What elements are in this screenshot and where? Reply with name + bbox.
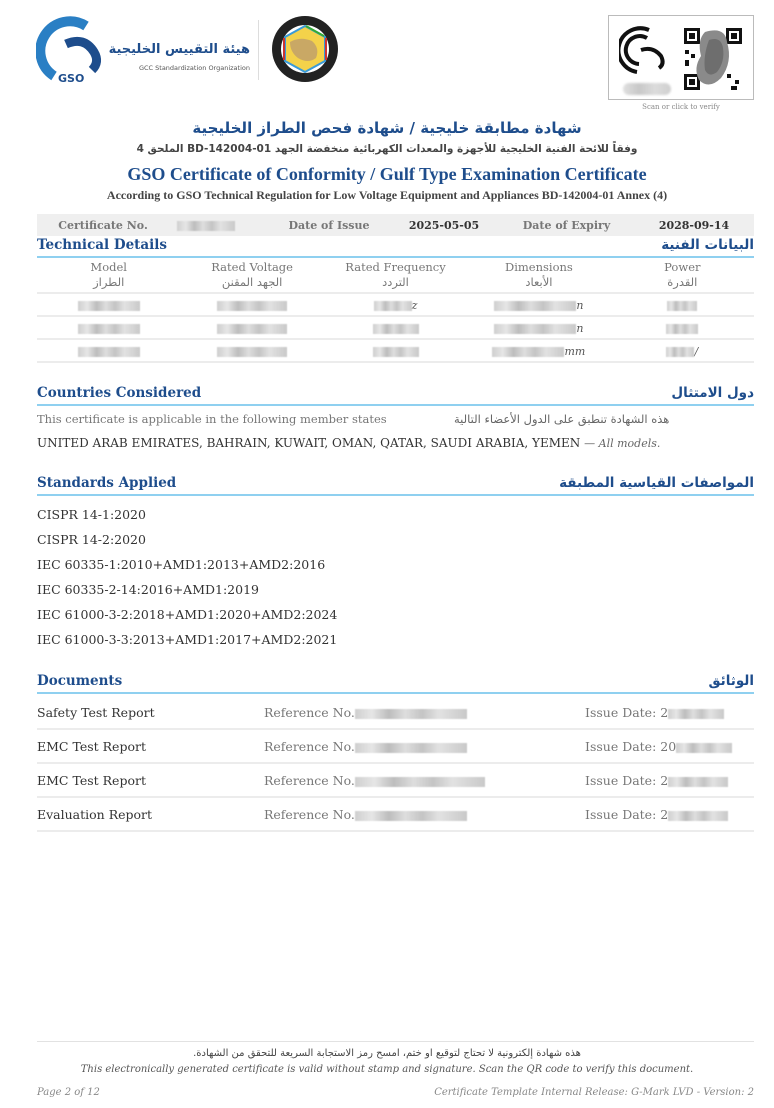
document-row [37, 730, 754, 764]
table-header-row [37, 260, 754, 294]
column-header-label: Power [664, 260, 701, 274]
document-row [37, 696, 754, 730]
dimensions-cell [467, 344, 610, 358]
document-issue-date [585, 705, 724, 720]
model-cell [37, 298, 180, 312]
standard-item: IEC 61000-3-3:2013+AMD1:2017+AMD2:2021 [37, 632, 338, 647]
certificate-number-value [169, 219, 269, 232]
title-arabic: شهادة مطابقة خليجية / شهادة فحص الطراز الخليجية [192, 119, 582, 137]
document-name: Safety Test Report [37, 705, 155, 720]
voltage-cell [180, 344, 323, 358]
expiry-date-value: 2028-09-14 [658, 218, 730, 232]
issue-date-label: Issue Date: [585, 705, 657, 720]
document-reference [264, 705, 467, 720]
countries-title: Countries Considered [37, 385, 202, 401]
power-cell [611, 344, 754, 358]
certificate-header [0, 0, 774, 115]
frequency-unit: z [411, 298, 418, 312]
power-unit: / [694, 344, 699, 358]
org-name-arabic: هيئة التقييس الخليجية [108, 42, 250, 57]
table-row [37, 294, 754, 317]
document-name: Evaluation Report [37, 807, 153, 822]
document-reference [264, 773, 485, 788]
technical-details-title: Technical Details [37, 237, 167, 253]
documents-heading [37, 672, 754, 694]
gso-mark-icon [619, 24, 671, 84]
issue-date-prefix: 2 [660, 773, 669, 788]
footer-divider [37, 1041, 754, 1042]
gcc-emblem-icon [270, 14, 340, 84]
footer-note-english: This electronically generated certificate is valid without stamp and signature. Scan the QR code to verify this document. [80, 1064, 694, 1075]
column-header-power [611, 260, 754, 292]
dimensions-cell [467, 298, 610, 312]
standard-item: CISPR 14-2:2020 [37, 532, 146, 547]
standard-item: IEC 60335-2-14:2016+AMD1:2019 [37, 582, 259, 597]
member-states: UNITED ARAB EMIRATES, BAHRAIN, KUWAIT, OMAN, QATAR, SAUDI ARABIA, YEMEN [37, 436, 581, 450]
document-issue-date [585, 739, 732, 754]
frequency-cell [324, 344, 467, 358]
power-cell [611, 321, 754, 335]
document-name: EMC Test Report [37, 739, 146, 754]
org-name-english: GCC Standardization Organization [138, 64, 250, 72]
table-row [37, 340, 754, 363]
standard-item: IEC 61000-3-2:2018+AMD1:2020+AMD2:2024 [37, 607, 338, 622]
standard-item: CISPR 14-1:2020 [37, 507, 146, 522]
issue-date-prefix: 20 [660, 739, 677, 754]
column-header-label: Model [90, 260, 127, 274]
column-header-label: Rated Frequency [345, 260, 446, 274]
documents-title-arabic: الوثائق [708, 673, 754, 689]
column-header-label: Rated Voltage [211, 260, 293, 274]
document-issue-date [585, 773, 728, 788]
expiry-date-label: Date of Expiry [522, 218, 611, 232]
document-row [37, 798, 754, 832]
documents-table [37, 696, 754, 832]
redacted-label [623, 83, 671, 95]
countries-scope: — All models. [584, 437, 661, 450]
issue-date-label: Issue Date: [585, 739, 657, 754]
countries-intro-arabic: هذه الشهادة تنطبق على الدول الأعضاء التالية [454, 412, 670, 426]
reference-label: Reference No. [264, 739, 355, 754]
issue-date-label: Date of Issue [288, 218, 370, 232]
gso-logo-icon [36, 14, 106, 84]
subtitle-english: According to GSO Technical Regulation for Low Voltage Equipment and Appliances BD-142004-01 Annex (4) [106, 188, 668, 202]
standard-item: IEC 60335-1:2010+AMD1:2013+AMD2:2016 [37, 557, 326, 572]
logo-divider [258, 20, 259, 80]
issue-date-label: Issue Date: [585, 773, 657, 788]
frequency-cell [324, 298, 467, 312]
column-header-label-arabic: الأبعاد [525, 275, 553, 289]
column-header-label-arabic: التردد [382, 275, 409, 289]
document-issue-date [585, 807, 728, 822]
power-cell [611, 298, 754, 312]
reference-label: Reference No. [264, 773, 355, 788]
reference-label: Reference No. [264, 705, 355, 720]
standards-heading [37, 474, 754, 496]
template-release: Certificate Template Internal Release: G-Mark LVD - Version: 2 [434, 1087, 754, 1098]
column-header-frequency [324, 260, 467, 292]
column-header-model [37, 260, 180, 292]
document-reference [264, 807, 467, 822]
technical-details-heading [37, 236, 754, 258]
gso-logo-text: GSO [58, 72, 85, 84]
dimensions-unit: n [576, 298, 584, 312]
standards-title: Standards Applied [37, 475, 177, 491]
technical-details-table [37, 260, 754, 363]
issue-date-prefix: 2 [660, 705, 669, 720]
countries-intro: This certificate is applicable in the following member states [37, 412, 387, 426]
countries-list [37, 436, 660, 450]
issue-date-value: 2025-05-05 [408, 218, 480, 232]
document-reference [264, 739, 467, 754]
title-english: GSO Certificate of Conformity / Gulf Type Examination Certificate [127, 164, 647, 184]
column-header-label-arabic: الطراز [93, 275, 125, 289]
countries-heading [37, 384, 754, 406]
reference-label: Reference No. [264, 807, 355, 822]
document-row [37, 764, 754, 798]
issue-date-label: Issue Date: [585, 807, 657, 822]
qr-caption: Scan or click to verify [642, 103, 720, 111]
issue-date-prefix: 2 [660, 807, 669, 822]
model-cell [37, 321, 180, 335]
page-number: Page 2 of 12 [37, 1087, 100, 1098]
model-cell [37, 344, 180, 358]
frequency-cell [324, 321, 467, 335]
voltage-cell [180, 321, 323, 335]
qr-code-icon[interactable] [683, 26, 743, 92]
documents-title: Documents [37, 673, 123, 689]
countries-title-arabic: دول الامتثال [671, 385, 754, 401]
standards-title-arabic: المواصفات القياسية المطبقة [559, 475, 754, 491]
dimensions-cell [467, 321, 610, 335]
column-header-dimensions [467, 260, 610, 292]
dimensions-unit: mm [564, 344, 586, 358]
column-header-label: Dimensions [505, 260, 573, 274]
document-name: EMC Test Report [37, 773, 146, 788]
verification-qr-box[interactable] [608, 15, 754, 100]
column-header-label-arabic: الجهد المقنن [221, 275, 283, 289]
column-header-label-arabic: القدرة [667, 275, 698, 289]
certificate-info-bar [37, 214, 754, 236]
table-row [37, 317, 754, 340]
certificate-number-label: Certificate No. [58, 218, 148, 232]
subtitle-arabic: وفقاً للائحة الفنية الخليجية للأجهزة والمعدات الكهربائية منخفضة الجهد BD-142004-01 الملحق 4 [136, 143, 638, 155]
footer-note-arabic: هذه شهادة إلكترونية لا تحتاج لتوقيع او ختم، امسح رمز الاستجابة السريعة للتحقق من الشهادة. [193, 1048, 581, 1059]
voltage-cell [180, 298, 323, 312]
dimensions-unit: n [576, 321, 584, 335]
technical-details-title-arabic: البيانات الفنية [661, 237, 754, 253]
column-header-voltage [180, 260, 323, 292]
